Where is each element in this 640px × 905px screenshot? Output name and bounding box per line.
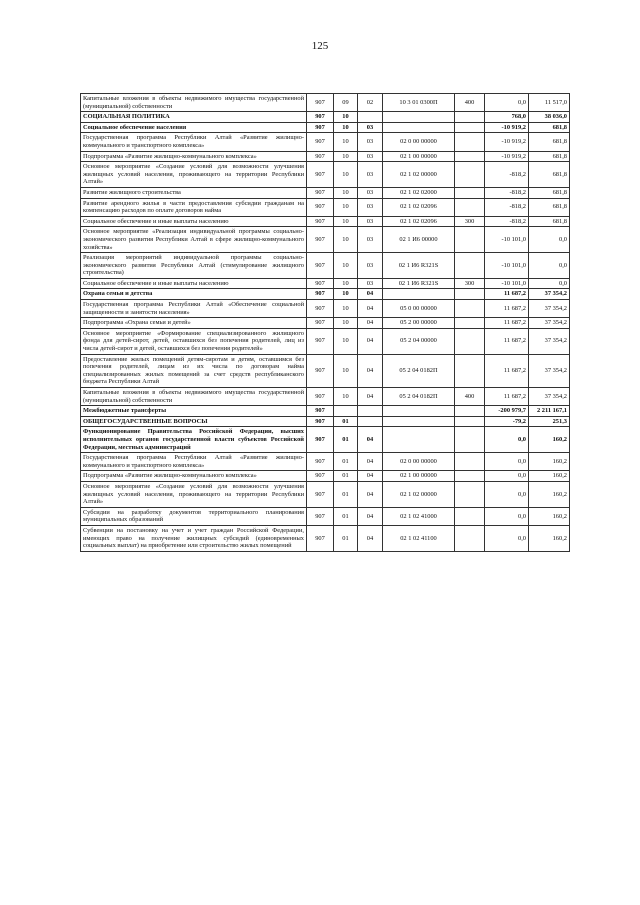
cell-name: Основное мероприятие «Формирование специализированного жилищного фонда для детей-сирот, детей, оставшихся без попечения родителей, лиц из числа детей-сирот и детей, оставшихся без попечения родителей» — [81, 328, 307, 354]
cell-expense-type — [455, 471, 485, 482]
cell-name: СОЦИАЛЬНАЯ ПОЛИТИКА — [81, 112, 307, 123]
table-row — [81, 481, 570, 507]
table-row — [81, 112, 570, 123]
cell-name: Основное мероприятие «Реализация индивидуальной программы социально-экономического развития Республики Алтай в сфере жилищно-коммунального хозяйства» — [81, 227, 307, 253]
cell-target-article: 05 2 04 00000 — [383, 328, 455, 354]
cell-amount-total: 2 211 167,1 — [529, 406, 570, 417]
cell-subsection: 03 — [358, 151, 383, 162]
cell-target-article — [383, 427, 455, 453]
cell-expense-type — [455, 300, 485, 318]
cell-amount-total: 0,0 — [529, 227, 570, 253]
cell-expense-type — [455, 112, 485, 123]
cell-section: 10 — [334, 151, 358, 162]
cell-section: 10 — [334, 198, 358, 216]
table-row — [81, 453, 570, 471]
cell-admin-code: 907 — [307, 318, 334, 329]
cell-target-article: 05 0 00 00000 — [383, 300, 455, 318]
table-row — [81, 227, 570, 253]
cell-target-article: 02 1 И6 R321S — [383, 253, 455, 279]
cell-admin-code: 907 — [307, 162, 334, 188]
cell-target-article: 02 0 00 00000 — [383, 453, 455, 471]
cell-amount-change: 0,0 — [485, 525, 529, 551]
cell-section: 10 — [334, 227, 358, 253]
cell-amount-total: 0,0 — [529, 278, 570, 289]
cell-amount-total: 37 354,2 — [529, 328, 570, 354]
cell-amount-change: 11 687,2 — [485, 388, 529, 406]
cell-section: 01 — [334, 471, 358, 482]
cell-amount-total: 681,8 — [529, 216, 570, 227]
cell-admin-code: 907 — [307, 507, 334, 525]
cell-expense-type: 400 — [455, 94, 485, 112]
cell-admin-code: 907 — [307, 198, 334, 216]
cell-section: 10 — [334, 122, 358, 133]
cell-section: 10 — [334, 300, 358, 318]
cell-amount-total: 681,8 — [529, 198, 570, 216]
cell-amount-change: -10 101,0 — [485, 227, 529, 253]
table-row — [81, 416, 570, 427]
cell-name: Охрана семьи и детства — [81, 289, 307, 300]
cell-name: Предоставление жилых помещений детям-сиротам и детям, оставшимся без попечения родителей, лицам из их числа по договорам найма специализированных жилых помещений за счет средств республиканского бюджета Республики Алтай — [81, 354, 307, 387]
cell-amount-change: -200 979,7 — [485, 406, 529, 417]
cell-target-article: 02 1 02 00000 — [383, 481, 455, 507]
cell-amount-total: 37 354,2 — [529, 388, 570, 406]
cell-section: 01 — [334, 507, 358, 525]
table-row — [81, 318, 570, 329]
table-row — [81, 133, 570, 151]
cell-target-article: 02 1 02 02000 — [383, 187, 455, 198]
cell-amount-total: 160,2 — [529, 453, 570, 471]
cell-name: Капитальные вложения в объекты недвижимого имущества государственной (муниципальной) собственности — [81, 388, 307, 406]
cell-section: 01 — [334, 416, 358, 427]
cell-amount-total: 160,2 — [529, 427, 570, 453]
cell-expense-type — [455, 227, 485, 253]
cell-subsection: 04 — [358, 300, 383, 318]
cell-amount-total: 37 354,2 — [529, 318, 570, 329]
cell-expense-type: 300 — [455, 216, 485, 227]
cell-subsection: 04 — [358, 328, 383, 354]
table-row — [81, 427, 570, 453]
cell-admin-code: 907 — [307, 253, 334, 279]
cell-section — [334, 406, 358, 417]
cell-expense-type — [455, 187, 485, 198]
cell-name: Развитие арендного жилья в части предоставления субсидии гражданам на компенсацию расходов по оплате договоров найма — [81, 198, 307, 216]
cell-name: Субсидии на разработку документов территориального планирования муниципальных образований — [81, 507, 307, 525]
cell-expense-type — [455, 253, 485, 279]
cell-expense-type — [455, 481, 485, 507]
cell-admin-code: 907 — [307, 388, 334, 406]
cell-admin-code: 907 — [307, 300, 334, 318]
cell-subsection: 04 — [358, 427, 383, 453]
cell-expense-type — [455, 406, 485, 417]
cell-section: 10 — [334, 354, 358, 387]
cell-amount-change: 11 687,2 — [485, 289, 529, 300]
table-row — [81, 507, 570, 525]
cell-amount-change: -818,2 — [485, 216, 529, 227]
table-row — [81, 278, 570, 289]
cell-section: 10 — [334, 112, 358, 123]
cell-section: 10 — [334, 328, 358, 354]
cell-section: 09 — [334, 94, 358, 112]
cell-amount-change: 0,0 — [485, 453, 529, 471]
cell-expense-type — [455, 133, 485, 151]
cell-amount-total: 681,8 — [529, 133, 570, 151]
cell-amount-change: 0,0 — [485, 481, 529, 507]
cell-amount-change: 11 687,2 — [485, 354, 529, 387]
cell-section: 10 — [334, 162, 358, 188]
cell-amount-total: 160,2 — [529, 507, 570, 525]
cell-expense-type — [455, 354, 485, 387]
cell-subsection: 03 — [358, 133, 383, 151]
cell-subsection: 02 — [358, 94, 383, 112]
cell-target-article: 02 1 И6 00000 — [383, 227, 455, 253]
cell-expense-type: 400 — [455, 388, 485, 406]
cell-subsection: 04 — [358, 481, 383, 507]
table-row — [81, 151, 570, 162]
cell-amount-total: 37 354,2 — [529, 289, 570, 300]
cell-subsection: 04 — [358, 289, 383, 300]
cell-admin-code: 907 — [307, 187, 334, 198]
table-row — [81, 289, 570, 300]
cell-target-article: 02 1 02 00000 — [383, 162, 455, 188]
cell-expense-type — [455, 122, 485, 133]
cell-admin-code: 907 — [307, 133, 334, 151]
cell-target-article — [383, 112, 455, 123]
cell-amount-change: 11 687,2 — [485, 300, 529, 318]
cell-expense-type — [455, 289, 485, 300]
cell-target-article: 02 1 02 02096 — [383, 216, 455, 227]
cell-name: Функционирование Правительства Российской Федерации, высших исполнительных органов государственной власти субъектов Российской Федерации, местных администраций — [81, 427, 307, 453]
cell-admin-code: 907 — [307, 227, 334, 253]
cell-section: 01 — [334, 453, 358, 471]
cell-target-article: 05 2 04 0182П — [383, 354, 455, 387]
cell-amount-total: 160,2 — [529, 481, 570, 507]
cell-target-article: 05 2 00 00000 — [383, 318, 455, 329]
cell-expense-type — [455, 427, 485, 453]
cell-subsection: 03 — [358, 187, 383, 198]
cell-target-article: 02 0 00 00000 — [383, 133, 455, 151]
cell-name: Государственная программа Республики Алтай «Развитие жилищно-коммунального и транспортного комплекса» — [81, 133, 307, 151]
cell-name: Государственная программа Республики Алтай «Развитие жилищно-коммунального и транспортного комплекса» — [81, 453, 307, 471]
cell-amount-total: 681,8 — [529, 151, 570, 162]
cell-amount-change: -10 101,0 — [485, 278, 529, 289]
table-row — [81, 187, 570, 198]
cell-admin-code: 907 — [307, 289, 334, 300]
cell-admin-code: 907 — [307, 94, 334, 112]
cell-name: Основное мероприятие «Создание условий для возможности улучшения жилищных условий населения, проживающего на территории Республики Алтай» — [81, 162, 307, 188]
cell-amount-total: 160,2 — [529, 525, 570, 551]
cell-name: Подпрограмма «Охрана семьи и детей» — [81, 318, 307, 329]
table-row — [81, 525, 570, 551]
cell-amount-change: -818,2 — [485, 187, 529, 198]
cell-expense-type — [455, 525, 485, 551]
cell-expense-type — [455, 318, 485, 329]
cell-admin-code: 907 — [307, 525, 334, 551]
table-row — [81, 94, 570, 112]
cell-expense-type — [455, 151, 485, 162]
cell-name: Реализация мероприятий индивидуальной программы социально-экономического развития Республики Алтай (стимулирование жилищного строительства) — [81, 253, 307, 279]
cell-expense-type — [455, 198, 485, 216]
cell-section: 10 — [334, 187, 358, 198]
cell-name: Развитие жилищного строительства — [81, 187, 307, 198]
cell-amount-change: 0,0 — [485, 507, 529, 525]
cell-amount-total: 37 354,2 — [529, 300, 570, 318]
cell-amount-total: 681,8 — [529, 187, 570, 198]
cell-subsection — [358, 112, 383, 123]
cell-subsection: 03 — [358, 162, 383, 188]
table-row — [81, 300, 570, 318]
cell-amount-change: -10 919,2 — [485, 133, 529, 151]
cell-amount-change: 0,0 — [485, 94, 529, 112]
cell-subsection: 04 — [358, 507, 383, 525]
cell-target-article — [383, 289, 455, 300]
cell-admin-code: 907 — [307, 481, 334, 507]
cell-subsection: 04 — [358, 354, 383, 387]
cell-subsection — [358, 406, 383, 417]
cell-section: 10 — [334, 388, 358, 406]
cell-target-article: 02 1 02 41000 — [383, 507, 455, 525]
cell-target-article: 02 1 02 41100 — [383, 525, 455, 551]
cell-subsection: 03 — [358, 198, 383, 216]
budget-table — [80, 93, 570, 552]
cell-name: Подпрограмма «Развитие жилищно-коммунального комплекса» — [81, 471, 307, 482]
cell-admin-code: 907 — [307, 453, 334, 471]
cell-section: 01 — [334, 525, 358, 551]
cell-subsection: 04 — [358, 471, 383, 482]
cell-subsection: 04 — [358, 525, 383, 551]
cell-expense-type — [455, 507, 485, 525]
cell-amount-total: 251,3 — [529, 416, 570, 427]
cell-expense-type — [455, 162, 485, 188]
cell-amount-total: 0,0 — [529, 253, 570, 279]
cell-target-article: 02 1 02 02096 — [383, 198, 455, 216]
cell-subsection: 03 — [358, 253, 383, 279]
cell-amount-change: -818,2 — [485, 162, 529, 188]
cell-section: 10 — [334, 133, 358, 151]
cell-name: Капитальные вложения в объекты недвижимого имущества государственной (муниципальной) собственности — [81, 94, 307, 112]
cell-section: 10 — [334, 289, 358, 300]
cell-target-article — [383, 406, 455, 417]
cell-name: ОБЩЕГОСУДАРСТВЕННЫЕ ВОПРОСЫ — [81, 416, 307, 427]
cell-target-article: 10 3 01 0300П — [383, 94, 455, 112]
cell-amount-total: 681,8 — [529, 162, 570, 188]
table-row — [81, 253, 570, 279]
cell-admin-code: 907 — [307, 471, 334, 482]
cell-amount-total: 11 517,0 — [529, 94, 570, 112]
cell-admin-code: 907 — [307, 354, 334, 387]
table-row — [81, 216, 570, 227]
cell-name: Социальное обеспечение населения — [81, 122, 307, 133]
cell-amount-total: 160,2 — [529, 471, 570, 482]
cell-target-article — [383, 416, 455, 427]
budget-table-body — [81, 94, 570, 552]
cell-expense-type — [455, 416, 485, 427]
cell-subsection: 04 — [358, 453, 383, 471]
page-number: 125 — [311, 40, 329, 52]
cell-admin-code: 907 — [307, 406, 334, 417]
cell-section: 10 — [334, 318, 358, 329]
cell-admin-code: 907 — [307, 427, 334, 453]
cell-amount-change: 768,0 — [485, 112, 529, 123]
cell-name: Основное мероприятие «Создание условий для возможности улучшения жилищных условий населения, проживающего на территории Республики Алтай» — [81, 481, 307, 507]
cell-subsection — [358, 416, 383, 427]
cell-admin-code: 907 — [307, 416, 334, 427]
cell-subsection: 04 — [358, 388, 383, 406]
cell-subsection: 03 — [358, 227, 383, 253]
cell-amount-change: 11 687,2 — [485, 318, 529, 329]
cell-section: 01 — [334, 427, 358, 453]
cell-admin-code: 907 — [307, 151, 334, 162]
cell-subsection: 03 — [358, 216, 383, 227]
cell-name: Межбюджетные трансферты — [81, 406, 307, 417]
cell-name: Государственная программа Республики Алтай «Обеспечение социальной защищенности и занятости населения» — [81, 300, 307, 318]
cell-name: Субвенции на постановку на учет и учет граждан Российской Федерации, имеющих право на получение жилищных субсидий (единовременных социальных выплат) на приобретение или строительство жилых помещений — [81, 525, 307, 551]
cell-name: Социальное обеспечение и иные выплаты населению — [81, 278, 307, 289]
cell-name: Социальное обеспечение и иные выплаты населению — [81, 216, 307, 227]
cell-section: 10 — [334, 278, 358, 289]
table-row — [81, 122, 570, 133]
cell-target-article — [383, 122, 455, 133]
cell-amount-total: 38 036,0 — [529, 112, 570, 123]
cell-admin-code: 907 — [307, 328, 334, 354]
cell-target-article: 02 1 И6 R321S — [383, 278, 455, 289]
cell-subsection: 04 — [358, 318, 383, 329]
cell-amount-change: -10 919,2 — [485, 151, 529, 162]
cell-section: 10 — [334, 216, 358, 227]
cell-amount-change: -79,2 — [485, 416, 529, 427]
table-row — [81, 406, 570, 417]
cell-amount-change: 0,0 — [485, 471, 529, 482]
cell-section: 01 — [334, 481, 358, 507]
cell-admin-code: 907 — [307, 112, 334, 123]
cell-amount-change: -10 919,2 — [485, 122, 529, 133]
cell-target-article: 05 2 04 0182П — [383, 388, 455, 406]
cell-expense-type — [455, 328, 485, 354]
table-row — [81, 388, 570, 406]
cell-target-article: 02 1 00 00000 — [383, 151, 455, 162]
cell-expense-type: 300 — [455, 278, 485, 289]
cell-expense-type — [455, 453, 485, 471]
table-row — [81, 198, 570, 216]
table-row — [81, 354, 570, 387]
cell-amount-change: -10 101,0 — [485, 253, 529, 279]
cell-amount-change: -818,2 — [485, 198, 529, 216]
cell-name: Подпрограмма «Развитие жилищно-коммунального комплекса» — [81, 151, 307, 162]
table-row — [81, 162, 570, 188]
cell-section: 10 — [334, 253, 358, 279]
cell-subsection: 03 — [358, 122, 383, 133]
cell-amount-total: 681,8 — [529, 122, 570, 133]
cell-admin-code: 907 — [307, 278, 334, 289]
table-row — [81, 328, 570, 354]
cell-amount-change: 11 687,2 — [485, 328, 529, 354]
cell-admin-code: 907 — [307, 122, 334, 133]
cell-target-article: 02 1 00 00000 — [383, 471, 455, 482]
cell-amount-total: 37 354,2 — [529, 354, 570, 387]
table-row — [81, 471, 570, 482]
cell-amount-change: 0,0 — [485, 427, 529, 453]
cell-admin-code: 907 — [307, 216, 334, 227]
cell-subsection: 03 — [358, 278, 383, 289]
